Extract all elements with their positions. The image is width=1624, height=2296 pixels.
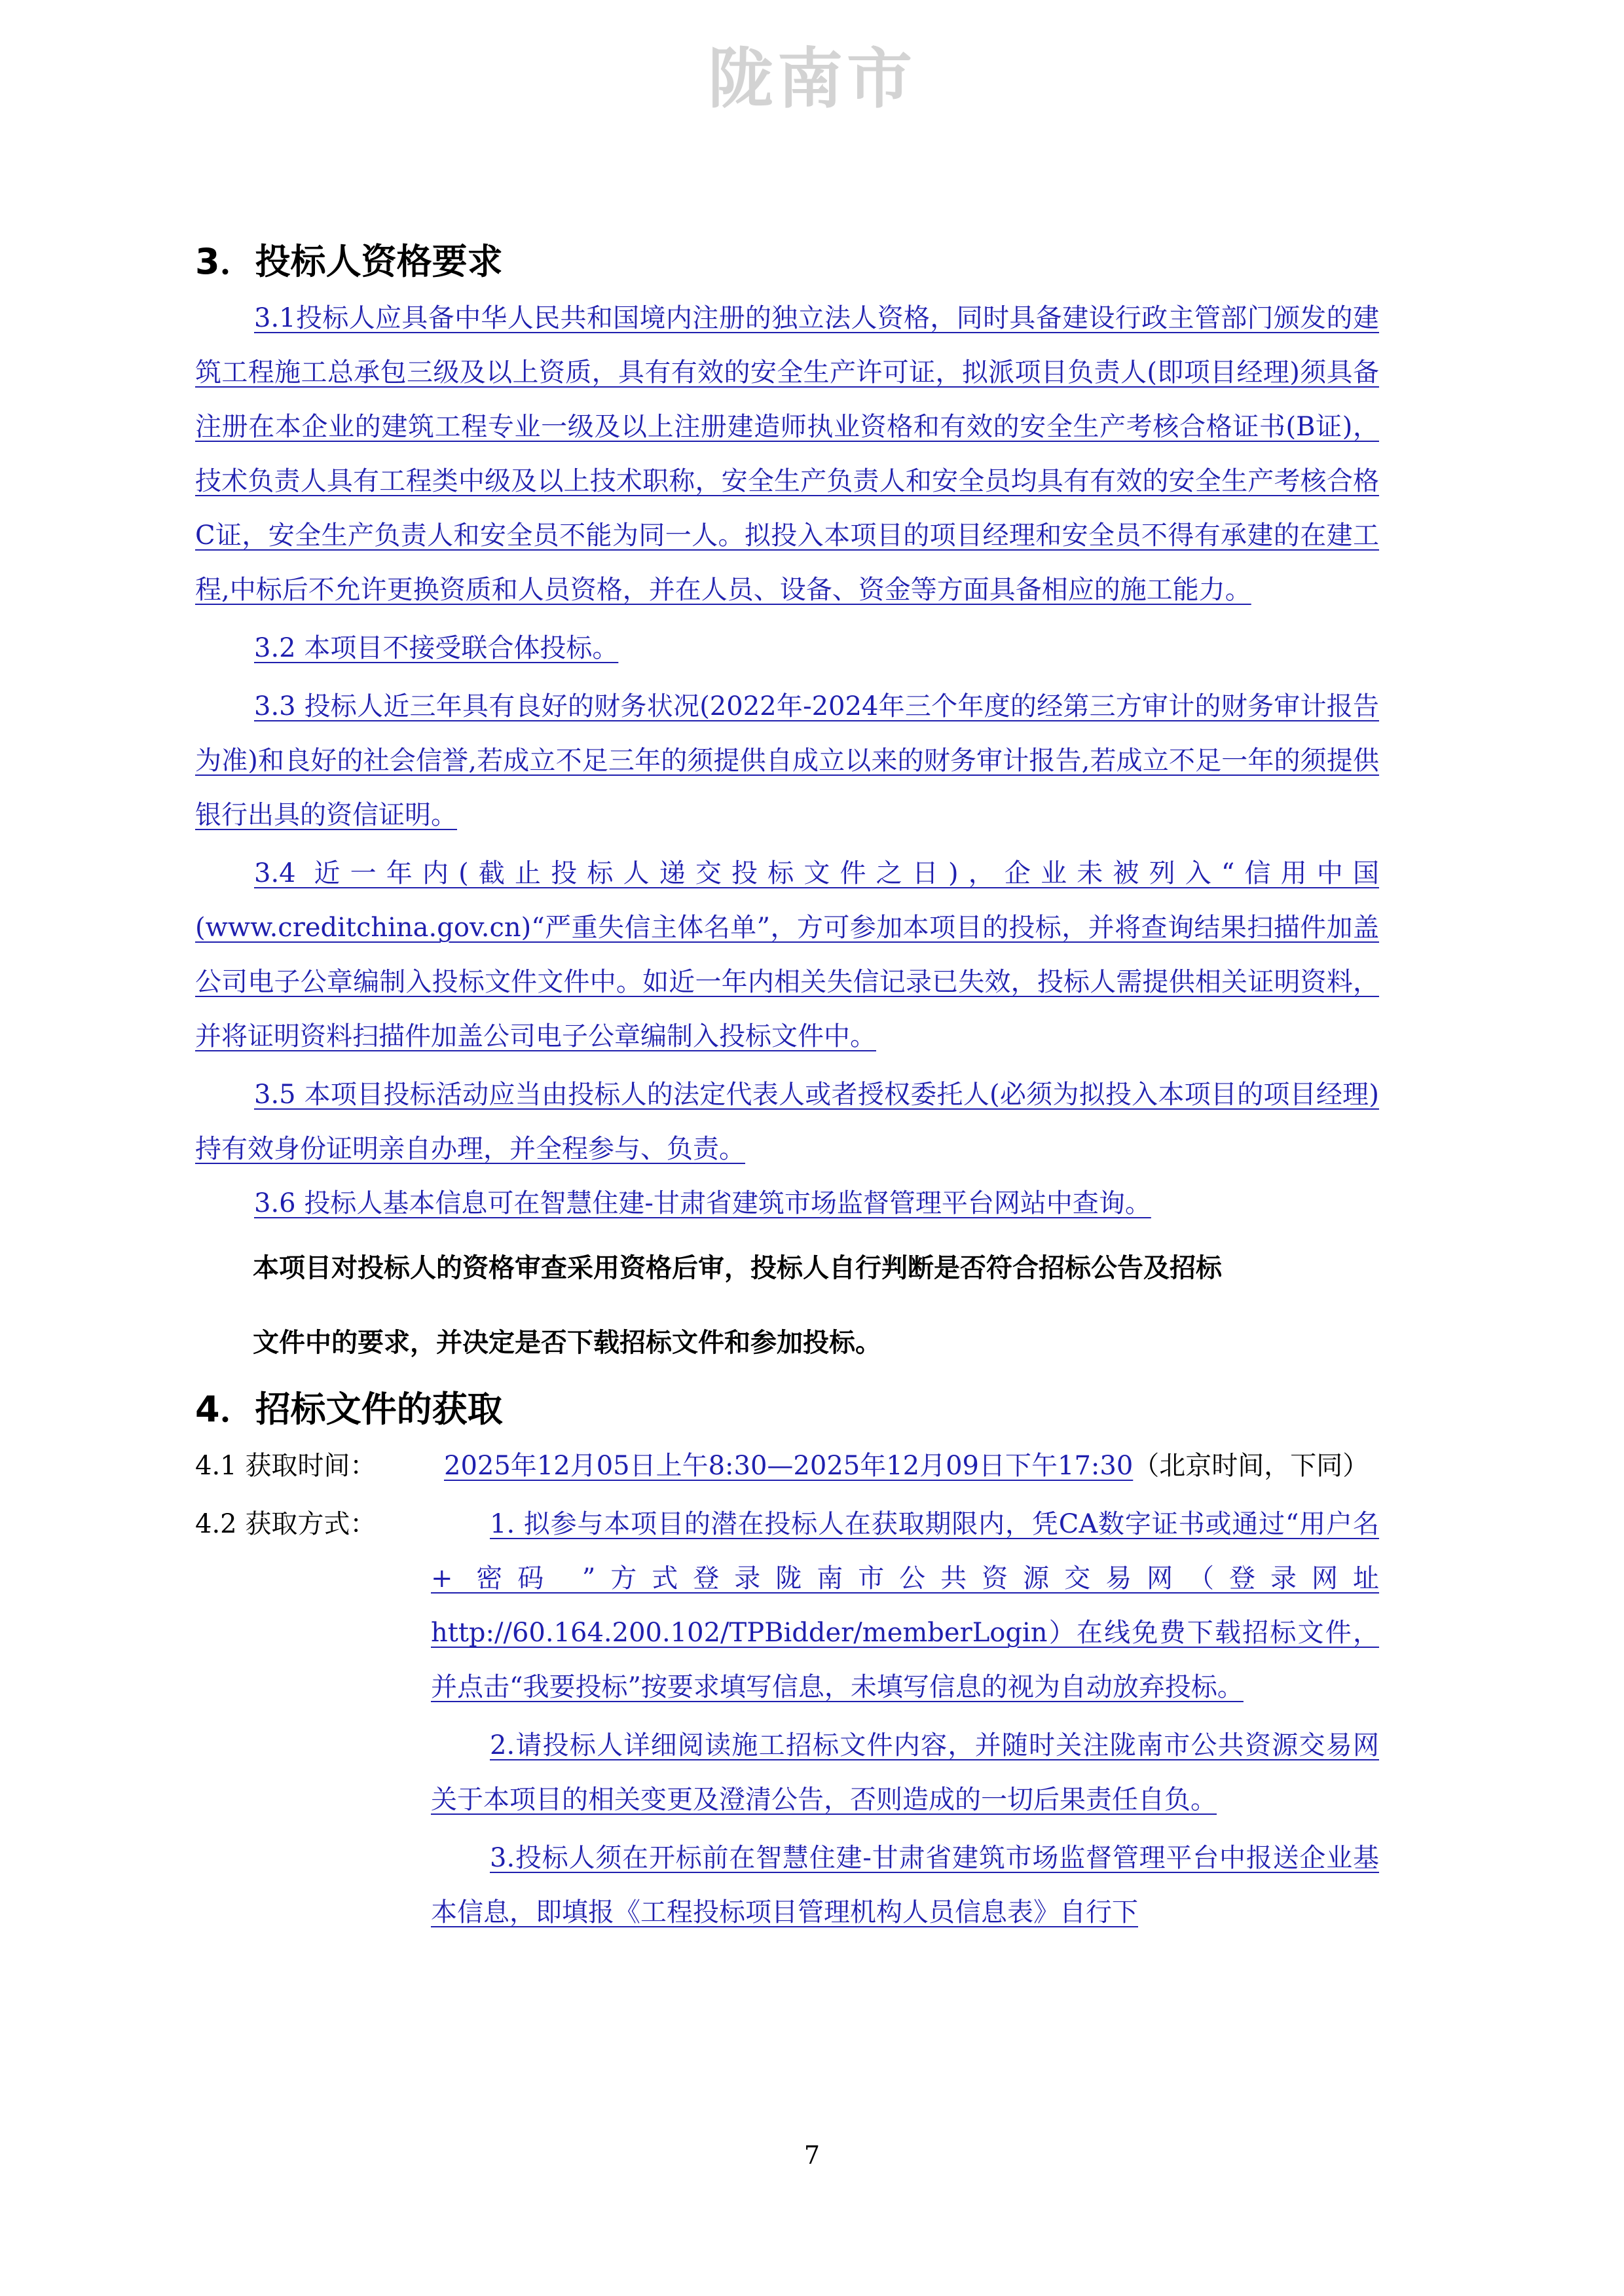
page-number: 7 [803,2141,821,2170]
qualification-note-line-1: 本项目对投标人的资格审查采用资格后审，投标人自行判断是否符合招标公告及招标 [253,1253,1222,1283]
acquisition-method-row [195,1497,1379,1940]
watermark: 陇南市 [708,41,916,117]
section-3-heading: 3．投标人资格要求 [195,241,503,282]
paragraph-3-5: 3.5 本项目投标活动应当由投标人的法定代表人或者授权委托人(必须为拟投入本项目的项目经理)持有效身份证明亲自办理，并全程参与、负责。 [195,1080,1379,1164]
method-item-2: 2.请投标人详细阅读施工招标文件内容，并随时关注陇南市公共资源交易网关于本项目的相关变更及澄清公告，否则造成的一切后果责任自负。 [431,1730,1379,1815]
method-item-3: 3.投标人须在开标前在智慧住建-甘肃省建筑市场监督管理平台中报送企业基本信息，即填报《工程投标项目管理机构人员信息表》自行下 [431,1843,1379,1927]
acquisition-time-label: 4.1 获取时间： [195,1451,377,1481]
acquisition-time-value: 2025年12月05日上午8:30—2025年12月09日下午17:30（北京时间，下同） [444,1451,1369,1481]
paragraph-3-3: 3.3 投标人近三年具有良好的财务状况(2022年-2024年三个年度的经第三方审计的财务审计报告为准)和良好的社会信誉,若成立不足三年的须提供自成立以来的财务审计报告,若成立不足一年的须提供银行出具的资信证明。 [195,691,1379,830]
method-item-1: 1. 拟参与本项目的潜在投标人在获取期限内，凭CA数字证书或通过“用户名 + 密码 ”方式登录陇南市公共资源交易网（登录网址http://60.164.200.102/TPBidder/memberLogin）在线免费下载招标文件，并点击“我要投标”按要求填写信息，未填写信息的视为自动放弃投标。 [431,1509,1379,1702]
paragraph-3-4: 3.4 近一年内(截止投标人递交投标文件之日)，企业未被列入“信用中国(www.creditchina.gov.cn)“严重失信主体名单”，方可参加本项目的投标，并将查询结果扫描件加盖公司电子公章编制入投标文件文件中。如近一年内相关失信记录已失效，投标人需提供相关证明资料，并将证明资料扫描件加盖公司电子公章编制入投标文件中。 [195,858,1379,1051]
acquisition-method-label: 4.2 获取方式： [195,1509,377,1539]
acquisition-method-content [431,1497,1379,1940]
section-4-heading: 4．招标文件的获取 [195,1389,503,1430]
paragraph-3-1: 3.1投标人应具备中华人民共和国境内注册的独立法人资格，同时具备建设行政主管部门颁发的建筑工程施工总承包三级及以上资质，具有有效的安全生产许可证，拟派项目负责人(即项目经理)须具备注册在本企业的建筑工程专业一级及以上注册建造师执业资格和有效的安全生产考核合格证书(B证)，技术负责人具有工程类中级及以上技术职称，安全生产负责人和安全员均具有有效的安全生产考核合格C证，安全生产负责人和安全员不能为同一人。拟投入本项目的项目经理和安全员不得有承建的在建工程,中标后不允许更换资质和人员资格，并在人员、设备、资金等方面具备相应的施工能力。 [195,303,1379,605]
acquisition-time-row [195,1439,1379,1493]
qualification-note-line-2: 文件中的要求，并决定是否下载招标文件和参加投标。 [253,1328,881,1358]
paragraph-3-2: 3.2 本项目不接受联合体投标。 [254,633,619,663]
paragraph-3-6: 3.6 投标人基本信息可在智慧住建-甘肃省建筑市场监督管理平台网站中查询。 [254,1188,1151,1218]
document-body [195,232,1379,1940]
